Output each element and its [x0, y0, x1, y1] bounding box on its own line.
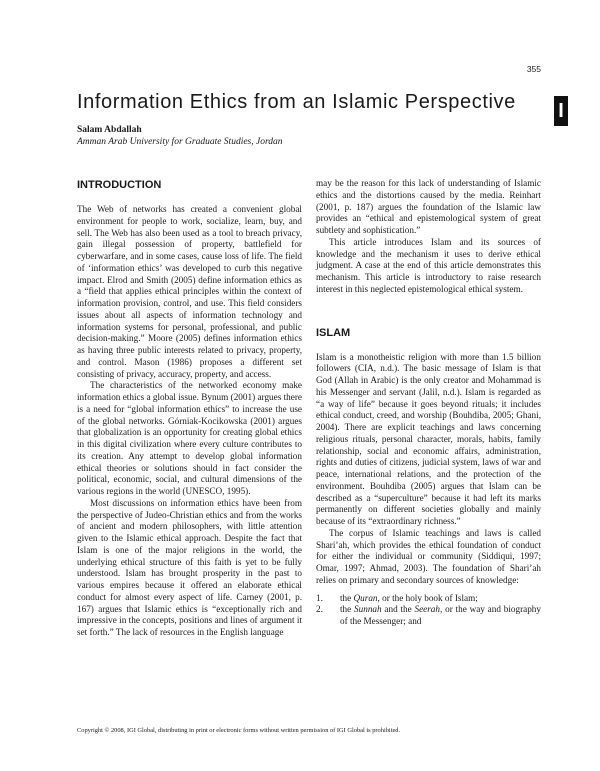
list-item-number: 1.: [316, 592, 323, 603]
intro-paragraph-continued: may be the reason for this lack of understanding of Islamic ethics and the distortions caused by the media. Reinhart (2001, p. 187) argues the foundation of the Islamic law provides an “ethical and epistemological system of great subtlety and sophistication.”: [316, 178, 541, 235]
left-column: [77, 178, 302, 639]
article-title: Information Ethics from an Islamic Perspective: [77, 91, 516, 113]
page-number: 355: [526, 64, 541, 74]
list-item-text: the Quran, or the holy book of Islam;: [340, 592, 478, 603]
list-item-number: 2.: [316, 604, 323, 615]
right-column: [316, 178, 541, 628]
sources-list: [316, 593, 541, 628]
list-item: [316, 604, 541, 628]
intro-paragraph-2: The characteristics of the networked economy make information ethics a global issue. Bynum (2001) argues there is a need for “global information ethics” to increase the use of the global networks. Górniak-Kocikowska (2001) argues that globalization is an opportunity for creating global ethics in this digital civilization where every culture contributes to its creation. Any attempt to develop global information ethical theories or solutions should in fact consider the political, economic, social, and cultural dimensions of the various regions in the world (UNESCO, 1995).: [77, 380, 302, 496]
section-heading-introduction: INTRODUCTION: [77, 179, 162, 191]
intro-paragraph-1: The Web of networks has created a convenient global environment for people to work, socialize, learn, buy, and sell. The Web has also been used as a tool to breach privacy, gain illegal possession of property, battlefield for cyberwarfare, and in some cases, cause loss of life. The field of ‘information ethics’ was developed to curb this negative impact. Elrod and Smith (2005) define information ethics as a “field that applies ethical principles within the context of information provision, control, and use. This field considers issues about all aspects of information technology and information systems for personal, professional, and public decision-making.” Moore (2005) defines information ethics as having three public interests related to privacy, property, and control. Mason (1986) proposes a different set consisting of privacy, accuracy, property, and access.: [77, 204, 302, 379]
list-item-text: the Sunnah and the Seerah, or the way and biography of the Messenger; and: [340, 604, 541, 626]
list-item: [316, 593, 541, 605]
islam-paragraph-2: The corpus of Islamic teachings and laws is called Shari’ah, which provides the ethical foundation of conduct for either the individual or community (Siddiqui, 1997; Omar, 1997; Ahmad, 2003). The foundation of Shari’ah relies on primary and secondary sources of knowledge:: [316, 527, 541, 585]
author-affiliation: Amman Arab University for Graduate Studies, Jordan: [77, 137, 283, 147]
islam-paragraph-1: Islam is a monotheistic religion with more than 1.5 billion followers (CIA, n.d.). The basic message of Islam is that God (Allah in Arabic) is the only creator and Mohammad is his Messenger and servant (Jalil, n.d.). Islam is regarded as “a way of life” because it goes beyond rituals; it includes ethical conduct, creed, and worship (Bouhdiba, 2005; Ghani, 2004). There are explicit teachings and laws concerning religious rituals, personal character, morals, habits, family relationship, social and economic affairs, administration, rights and duties of citizens, judicial system, laws of war and peace, international relations, and the protection of the environment. Bouhdiba (2005) argues that Islam can be described as a “superculture” because it had left its marks permanently on different societies globally and mainly because of its “extraordinary richness.”: [316, 351, 541, 526]
section-heading-islam: ISLAM: [316, 326, 351, 339]
author-name: Salam Abdallah: [77, 125, 142, 135]
copyright-notice: Copyright © 2008, IGI Global, distributing in print or electronic forms without written permission of IGI Global is prohibited.: [77, 727, 401, 734]
intro-paragraph-3: Most discussions on information ethics have been from the perspective of Judeo-Christian ethics and from the works of ancient and modern philosophers, with little attention given to the Islamic ethical approach. Despite the fact that Islam is one of the major religions in the world, the underlying ethical structure of this faith is yet to be fully understood. Islam has brought prosperity in the past to various empires because it offered an elaborate ethical conduct for almost every aspect of life. Carney (2001, p. 167) argues that Islamic ethics is “exceptionally rich and impressive in the concepts, positions and lines of argument it set forth.” The lack of resources in the English language: [77, 497, 302, 637]
intro-paragraph-4: This article introduces Islam and its sources of knowledge and the mechanism it uses to derive ethical judgment. A case at the end of this article demonstrates this mechanism. This article is introductory to raise research interest in this neglected epistemological ethical system.: [316, 236, 541, 294]
section-letter-tab: I: [554, 96, 568, 126]
